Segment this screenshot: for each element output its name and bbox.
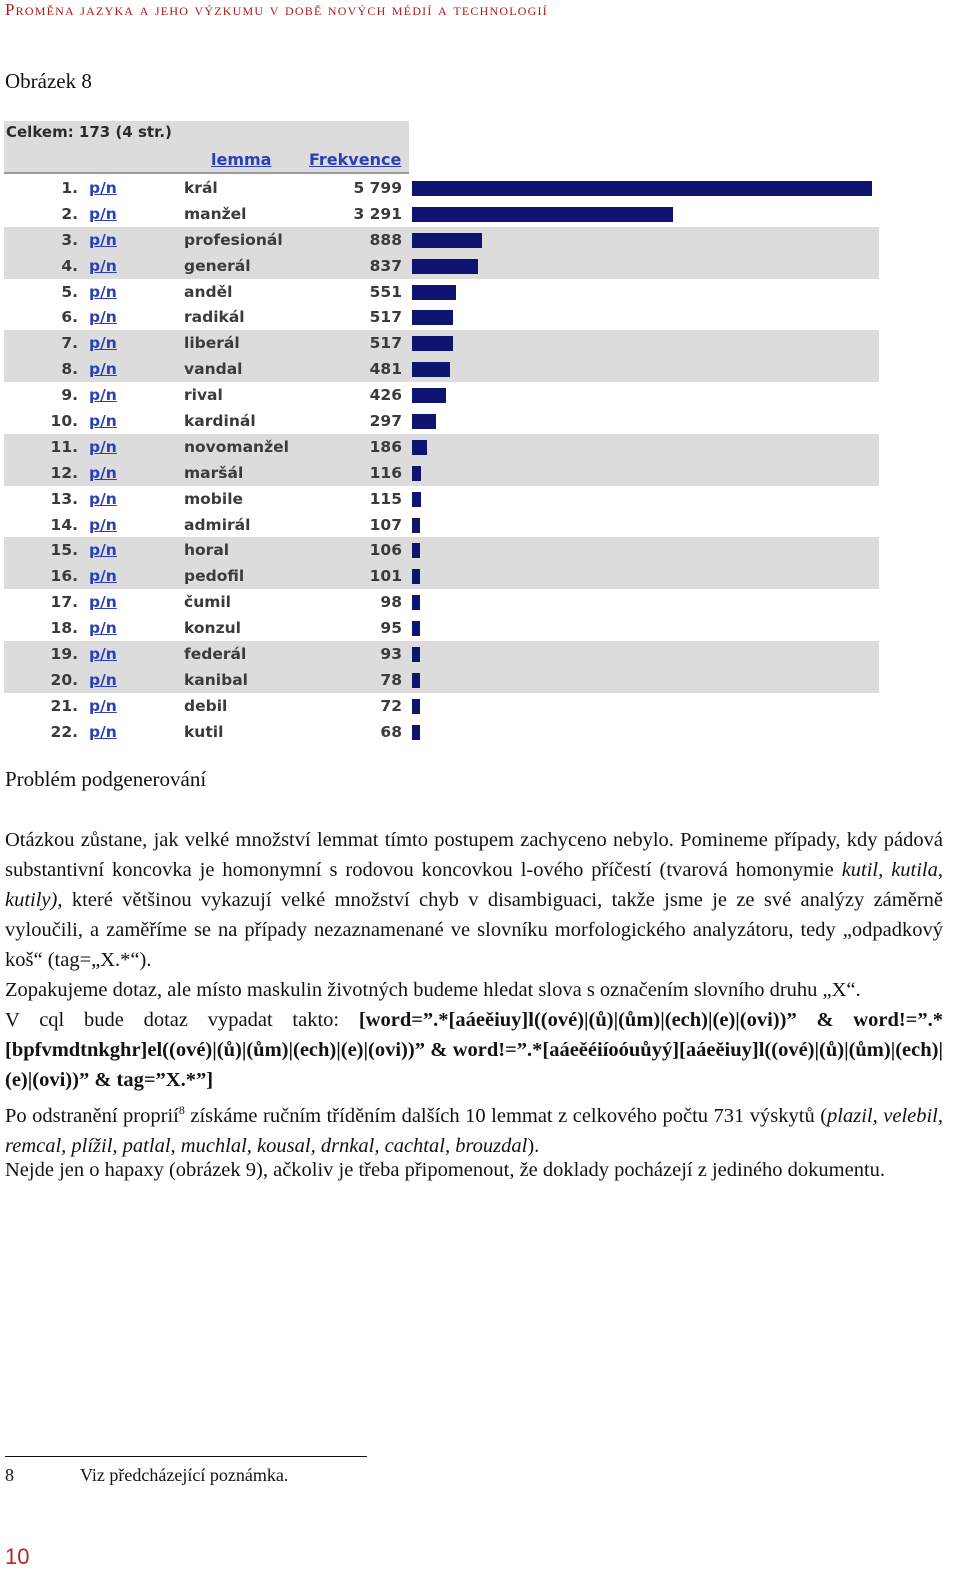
table-row [4,279,879,305]
pn-link[interactable]: p/n [89,204,117,223]
table-row [4,253,879,279]
frequency-bar [412,621,420,636]
row-number: 12. [50,463,78,482]
frequency-bar [412,362,450,377]
pn-link[interactable]: p/n [89,722,117,741]
frequency-bar [412,233,482,248]
frequency-bar [412,440,427,455]
p1-italic-example: kutil, kutila, kutily), [5,859,944,911]
table-row [4,563,879,589]
section-heading: Problém podgenerování [5,767,207,791]
column-header-lemma[interactable]: lemma [211,150,272,169]
table-row [4,641,879,667]
pn-link[interactable]: p/n [89,360,117,379]
lemma-cell: mobile [184,489,244,508]
row-number: 5. [61,282,78,301]
row-number: 10. [50,412,78,431]
p4-text-1: Po odstranění proprií [5,1104,179,1127]
lemma-cell: radikál [184,308,245,327]
row-number: 7. [61,334,78,353]
frequency-cell: 78 [380,670,402,689]
pn-link[interactable]: p/n [89,696,117,715]
p1-text-1: Otázkou zůstane, jak velké množství lemmat tímto postupem zachyceno nebylo. Pomineme případy, kdy pádová substantivní koncovka je homonymní s rodovou koncovkou l-ového příčestí (tvarová homonymie [5,829,943,881]
frequency-cell: 186 [369,437,402,456]
p4-italic-lemmas: plazil, velebil, remcal, plížil, patlal, muchlal, kousal, drnkal, cachtal, brouzdal [5,1104,943,1157]
frequency-bar [412,181,872,196]
frequency-cell: 551 [369,282,402,301]
pn-link[interactable]: p/n [89,593,117,612]
table-row [4,486,879,512]
frequency-cell: 107 [369,515,402,534]
row-number: 14. [50,515,78,534]
lemma-cell: kardinál [184,412,256,431]
row-number: 17. [50,593,78,612]
pn-link[interactable]: p/n [89,541,117,560]
p3-text: V cql bude dotaz vypadat takto: [5,1009,359,1031]
table-row [4,434,879,460]
frequency-figure [4,121,879,744]
row-number: 11. [50,437,78,456]
pn-link[interactable]: p/n [89,670,117,689]
cql-query: [word=”.*[aáeěiuy]l((ové)|(ů)|(ům)|(ech)|(e)|(ovi))” & word!=”.*[bpfvmdtnkghr]el((ové)|(ů)|(ům)|(ech)|(e)|(ovi))” & word!=”.*[aáeěéiíoóuůyý][aáeěiuy]l((ové)|(ů)|(ům)|(ech)|(e)|(ovi))” & tag=”X.*”] [5,1009,943,1091]
table-row [4,382,879,408]
pn-link[interactable]: p/n [89,230,117,249]
table-row [4,201,879,227]
frequency-bar [412,336,453,351]
frequency-cell: 68 [380,722,402,741]
table-row [4,408,879,434]
row-number: 15. [50,541,78,560]
frequency-bar [412,595,420,610]
row-number: 9. [61,386,78,405]
frequency-bar [412,414,436,429]
lemma-cell: debil [184,696,228,715]
row-number: 8. [61,360,78,379]
pn-link[interactable]: p/n [89,386,117,405]
table-row [4,667,879,693]
pn-link[interactable]: p/n [89,437,117,456]
figure-header [4,121,409,174]
frequency-bar [412,518,420,533]
frequency-cell: 426 [369,386,402,405]
table-row [4,460,879,486]
row-number: 13. [50,489,78,508]
footnote-text: Viz předcházející poznámka. [80,1465,289,1485]
lemma-cell: maršál [184,463,244,482]
frequency-cell: 5 799 [353,179,402,197]
pn-link[interactable]: p/n [89,645,117,664]
frequency-cell: 837 [369,256,402,275]
lemma-cell: horal [184,541,230,560]
frequency-cell: 116 [369,463,402,482]
pn-link[interactable]: p/n [89,334,117,353]
pn-link[interactable]: p/n [89,515,117,534]
table-row [4,719,879,745]
frequency-bar [412,388,446,403]
lemma-cell: novomanžel [184,437,289,456]
paragraph-4 [5,1095,943,1161]
table-row [4,512,879,538]
figure-total: Celkem: 173 (4 str.) [6,123,172,141]
row-number: 3. [61,230,78,249]
row-number: 19. [50,645,78,664]
frequency-bar [412,310,453,325]
lemma-cell: generál [184,256,251,275]
running-head: Proměna jazyka a jeho výzkumu v době nových médií a technologií [5,0,548,19]
frequency-bar [412,569,420,584]
frequency-cell: 106 [369,541,402,560]
pn-link[interactable]: p/n [89,489,117,508]
frequency-bar [412,699,420,714]
lemma-cell: kanibal [184,670,248,689]
lemma-cell: admirál [184,515,251,534]
footnote-ref[interactable]: 8 [178,1103,185,1117]
pn-link[interactable]: p/n [89,619,117,638]
frequency-cell: 115 [369,489,402,508]
p1-text-2: které většinou vykazují velké množství chyb v disambiguaci, takže jsme je ze své analýzy záměrně vyloučili, a zaměříme se na případy nezaznamenané ve slovníku morfologického analyzátoru, tedy „odpadkový koš“ (tag=„X.*“). [5,889,943,971]
paragraph-5: Nejde jen o hapaxy (obrázek 9), ačkoliv je třeba připomenout, že doklady pocházejí z jediného dokumentu. [5,1159,886,1181]
table-row [4,615,879,641]
table-row [4,227,879,253]
paragraph-2: Zopakujeme dotaz, ale místo maskulin životných budeme hledat slova s označením slovního druhu „X“. [5,979,861,1001]
p4-text-3: ). [527,1134,540,1157]
pn-link[interactable]: p/n [89,256,117,275]
frequency-bar [412,725,420,740]
row-number: 21. [50,696,78,715]
frequency-bar [412,673,420,688]
lemma-cell: anděl [184,282,233,301]
frequency-rows [4,175,879,745]
frequency-bar [412,543,420,558]
pn-link[interactable]: p/n [89,308,117,327]
footnote-rule [5,1456,367,1457]
lemma-cell: federál [184,645,247,664]
lemma-cell: manžel [184,204,247,223]
frequency-bar [412,285,456,300]
lemma-cell: čumil [184,593,231,612]
frequency-bar [412,466,421,481]
row-number: 16. [50,567,78,586]
pn-link[interactable]: p/n [89,282,117,301]
row-number: 4. [61,256,78,275]
frequency-cell: 101 [369,567,402,586]
lemma-cell: konzul [184,619,241,638]
lemma-cell: vandal [184,360,243,379]
lemma-cell: kutil [184,722,224,741]
row-number: 20. [50,670,78,689]
row-number: 6. [61,308,78,327]
frequency-cell: 297 [369,412,402,431]
figure-label: Obrázek 8 [5,69,92,93]
frequency-cell: 888 [369,230,402,249]
frequency-cell: 72 [380,696,402,715]
frequency-bar [412,259,478,274]
row-number: 2. [61,204,78,223]
frequency-cell: 93 [380,645,402,664]
frequency-cell: 517 [369,334,402,353]
table-row [4,693,879,719]
pn-link[interactable]: p/n [89,179,117,197]
table-row [4,589,879,615]
pn-link[interactable]: p/n [89,567,117,586]
table-row [4,304,879,330]
table-row [4,330,879,356]
lemma-cell: profesionál [184,230,283,249]
paragraph-3 [5,1005,943,1095]
table-row [4,175,879,201]
header-divider [4,172,409,174]
row-number: 1. [61,179,78,197]
frequency-cell: 481 [369,360,402,379]
page-number: 10 [5,1544,30,1569]
table-row [4,356,879,382]
p4-text-2: získáme ručním tříděním dalších 10 lemmat z celkového počtu 731 výskytů ( [184,1104,828,1127]
lemma-cell: rival [184,386,223,405]
row-number: 22. [50,722,78,741]
frequency-cell: 95 [380,619,402,638]
lemma-cell: liberál [184,334,240,353]
pn-link[interactable]: p/n [89,463,117,482]
lemma-cell: král [184,179,218,197]
table-row [4,537,879,563]
frequency-cell: 3 291 [353,204,402,223]
frequency-bar [412,647,420,662]
footnote-number: 8 [5,1465,14,1485]
lemma-cell: pedofil [184,567,245,586]
pn-link[interactable]: p/n [89,412,117,431]
paragraph-1 [5,825,943,975]
frequency-cell: 517 [369,308,402,327]
frequency-bar [412,207,673,222]
frequency-cell: 98 [380,593,402,612]
column-header-frequency[interactable]: Frekvence [309,150,402,169]
row-number: 18. [50,619,78,638]
frequency-bar [412,492,421,507]
